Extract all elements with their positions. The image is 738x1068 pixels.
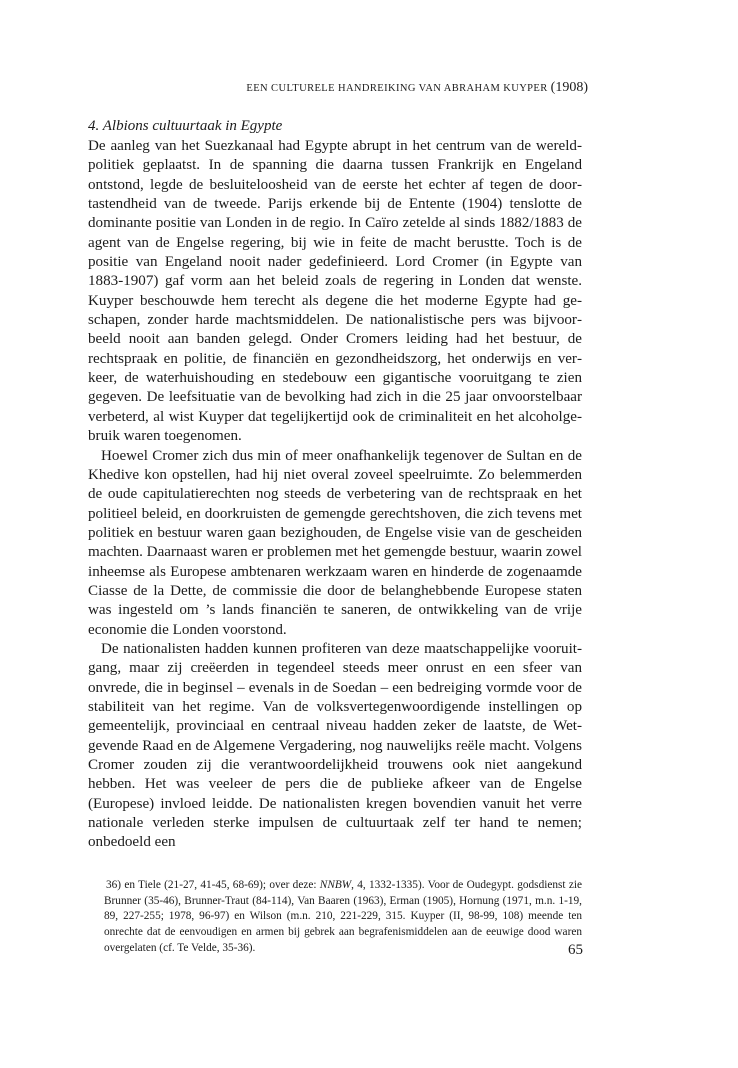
footnote-journal-title: NNBW (319, 879, 352, 891)
body-text (88, 137, 582, 853)
page-number: 65 (568, 942, 583, 958)
footnotes (104, 878, 582, 957)
section-number: 4. (88, 118, 100, 134)
body-paragraph-3: De nationalisten hadden kunnen profiteren van deze maatschappelijke vooruitgang, maar zij creëerden in tegendeel steeds meer onrust en een sfeer van onvrede, die in beginsel – evenals in de Soedan – een bedreiging vormde voor de stabiliteit van het regime. Van de volksvertegenwoordigende instellingen op gemeentelijk, provinciaal en centraal niveau hadden zeker de laatste, de Wetgevende Raad en de Algemene Vergadering, nog nauwelijks reële macht. Volgens Cromer zouden zij die verantwoordelijkheid trouwens ook niet aangekund hebben. Het was veeleer de pers die de publieke afkeer van de Engelse (Europese) invloed leidde. De nationalisten kregen bovendien vanuit het verre nationale verleden sterke impulsen de cultuurtaak zelf ter hand te nemen; onbedoeld een (88, 640, 582, 851)
body-paragraph-2: Hoewel Cromer zich dus min of meer onafhankelijk tegenover de Sultan en de Khedive kon opstellen, had hij niet overal zoveel speelruimte. Zo belemmerden de oude capitulatierechten nog steeds de verbetering van de rechtspraak en het politieel beleid, en doorkruisten de gemengde gerechtshoven, die zich tevens met politiek en bestuur waren gaan bezighouden, de Engelse visie van de gescheiden machten. Daarnaast waren er problemen met het gemengde bestuur, waarin zowel inheemse als Europese ambtenaren werkzaam waren en hinderde de zogenaamde Ciasse de la Dette, de commissie die door de belanghebbende Europese staten was ingesteld om ’s lands financiën te saneren, de ontwikkeling van de vrije economie die Londen voorstond. (88, 447, 582, 638)
running-header (196, 80, 588, 96)
footnote-text-1: 36) en Tiele (21-27, 41-45, 68-69); over deze: (106, 879, 320, 891)
section-title: Albions cultuurtaak in Egypte (102, 118, 283, 134)
footnote-text-2: , 4, 1332-1335). Voor de Oudegypt. godsdienst zie Brunner (35-46), Brunner-Traut (84-114), Van Baaren (1963), Erman (1905), Hornung (1971, m.n. 1-19, 89, 227-255; 1978, 96-97) en Wilson (m.n. 210, 221-229, 315. Kuyper (II, 98-99, 108) meende ten onrechte dat de eenvoudigen en armen bij gebrek aan begrafenismiddelen aan de eeuwige dood waren overgelaten (cf. Te Velde, 35-36). (104, 879, 582, 954)
running-title: EEN CULTURELE HANDREIKING VAN ABRAHAM KUYPER (246, 83, 548, 94)
section-heading (88, 118, 282, 135)
footnote-continuation (104, 878, 582, 957)
running-title-year: (1908) (550, 80, 588, 95)
body-paragraph-1: De aanleg van het Suezkanaal had Egypte abrupt in het centrum van de wereldpolitiek geplaatst. In de spanning die daarna tussen Frankrijk en Engeland ontstond, legde de besluiteloosheid van de eerste het echter af tegen de doortastendheid van de tweede. Parijs erkende bij de Entente (1904) tenslotte de dominante positie van Londen in de regio. In Caïro zetelde al sinds 1882/1883 de agent van de Engelse regering, bij wie in feite de macht berustte. Toch is de positie van Engeland nooit nader gedefinieerd. Lord Cromer (in Egypte van 1883-1907) gaf vorm aan het beleid zoals de regering in Londen dat wenste. Kuyper beschouwde hem terecht als degene die het moderne Egypte had geschapen, zonder harde machtsmiddelen. De nationalistische pers was bijvoorbeeld nooit aan banden gelegd. Onder Cromers leiding had het bestuur, de rechtspraak en politie, de financiën en gezondheidszorg, het onderwijs en verkeer, de waterhuishouding en stedebouw een gigantische vooruitgang te zien gegeven. De leefsituatie van de bevolking had zich in die 25 jaar onvoorstelbaar verbeterd, al wist Kuyper dat tegelijkertijd ook de criminaliteit en het alcoholgebruik waren toegenomen. (88, 138, 582, 445)
